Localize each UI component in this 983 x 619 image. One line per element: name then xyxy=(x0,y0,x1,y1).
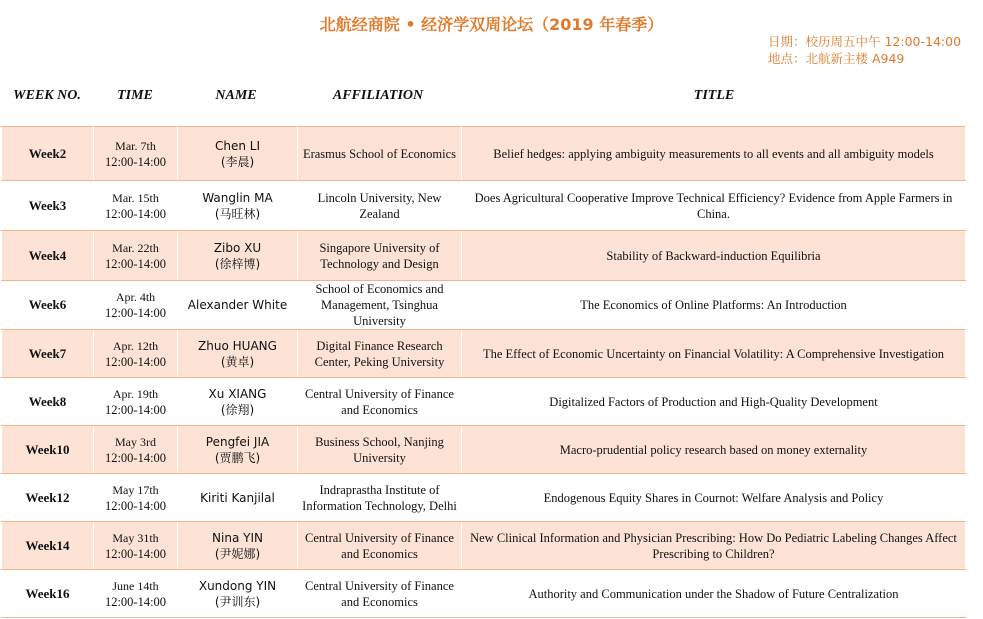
speaker-name-cn: (黄卓) xyxy=(220,354,255,369)
date-text: Apr. 4th xyxy=(115,290,156,304)
date-text: Apr. 19th xyxy=(112,386,159,401)
speaker-name-cn: (徐翔) xyxy=(220,402,255,417)
date-text: Mar. 15th xyxy=(112,190,159,205)
seminar-table xyxy=(1,126,966,618)
table-row xyxy=(2,281,966,330)
schedule-info xyxy=(768,33,961,67)
week-cell: Week10 xyxy=(2,426,94,474)
affiliation-cell: Singapore University of Technology and Design xyxy=(298,231,462,281)
time-cell xyxy=(94,426,178,474)
affiliation-cell: Business School, Nanjing University xyxy=(298,426,462,474)
table-row xyxy=(2,127,966,181)
time-text: 12:00-14:00 xyxy=(104,402,167,417)
title-cell: Digitalized Factors of Production and High-Quality Development xyxy=(462,378,966,426)
place-line: 地点：北航新主楼 A949 xyxy=(768,51,905,66)
title-cell: New Clinical Information and Physician Prescribing: How Do Pediatric Labeling Changes Affect Prescribing to Children? xyxy=(462,522,966,570)
name-cell xyxy=(178,231,298,281)
week-cell: Week7 xyxy=(2,330,94,378)
time-text: 12:00-14:00 xyxy=(104,256,167,271)
title-cell: The Effect of Economic Uncertainty on Financial Volatility: A Comprehensive Investigation xyxy=(462,330,966,378)
header-time: TIME xyxy=(117,88,153,103)
week-cell: Week8 xyxy=(2,378,94,426)
time-text: 12:00-14:00 xyxy=(104,306,167,320)
speaker-name: Wanglin MA xyxy=(202,190,273,205)
name-cell xyxy=(178,522,298,570)
week-cell: Week4 xyxy=(2,231,94,281)
time-cell xyxy=(94,181,178,231)
name-cell xyxy=(178,281,298,330)
speaker-name: Xu XIANG xyxy=(208,386,267,401)
speaker-name: Chen LI xyxy=(214,138,260,153)
table-row xyxy=(2,570,966,618)
name-cell xyxy=(178,330,298,378)
time-text: 12:00-14:00 xyxy=(104,206,167,221)
date-text: May 31th xyxy=(112,530,159,545)
table-row xyxy=(2,474,966,522)
page-title: 北航经商院 • 经济学双周论坛（2019 年春季） xyxy=(319,15,664,34)
name-cell xyxy=(178,127,298,181)
header-title: TITLE xyxy=(693,88,735,103)
seminar-rows xyxy=(2,127,966,618)
date-text: May 3rd xyxy=(115,434,156,449)
time-text: 12:00-14:00 xyxy=(104,154,167,169)
time-text: 12:00-14:00 xyxy=(104,450,167,465)
time-text: 12:00-14:00 xyxy=(104,594,167,609)
time-text: 12:00-14:00 xyxy=(104,546,167,561)
table-row xyxy=(2,522,966,570)
table-row xyxy=(2,181,966,231)
week-cell: Week14 xyxy=(2,522,94,570)
date-text: May 17th xyxy=(112,482,159,497)
week-cell: Week3 xyxy=(2,181,94,231)
header-week: WEEK NO. xyxy=(13,88,81,103)
date-text: Mar. 7th xyxy=(115,138,156,153)
week-cell: Week6 xyxy=(2,281,94,330)
date-text: Apr. 12th xyxy=(112,338,159,353)
time-cell xyxy=(94,330,178,378)
table-row xyxy=(2,378,966,426)
speaker-name: Pengfei JIA xyxy=(205,434,270,449)
time-cell xyxy=(94,281,178,330)
affiliation-cell: Indraprastha Institute of Information Technology, Delhi xyxy=(298,474,462,522)
table-row xyxy=(2,330,966,378)
table-row xyxy=(2,426,966,474)
title-cell: Endogenous Equity Shares in Cournot: Welfare Analysis and Policy xyxy=(462,474,966,522)
speaker-name: Kiriti Kanjilal xyxy=(200,490,275,505)
speaker-name: Zibo XU xyxy=(213,240,262,255)
speaker-name-cn: (马旺林) xyxy=(214,206,261,221)
name-cell xyxy=(178,181,298,231)
title-cell: The Economics of Online Platforms: An Introduction xyxy=(462,281,966,330)
title-cell: Macro-prudential policy research based on money externality xyxy=(462,426,966,474)
title-cell: Stability of Backward-induction Equilibria xyxy=(462,231,966,281)
time-cell xyxy=(94,127,178,181)
name-cell xyxy=(178,570,298,618)
title-cell: Authority and Communication under the Shadow of Future Centralization xyxy=(462,570,966,618)
speaker-name-cn: (尹训东) xyxy=(214,594,261,609)
week-cell: Week12 xyxy=(2,474,94,522)
speaker-name-cn: (贾鹏飞) xyxy=(214,450,261,465)
header-affiliation: AFFILIATION xyxy=(332,88,424,103)
speaker-name: Xundong YIN xyxy=(198,578,277,593)
affiliation-cell: Central University of Finance and Economics xyxy=(298,522,462,570)
date-text: Mar. 22th xyxy=(112,240,159,255)
name-cell xyxy=(178,378,298,426)
speaker-name: Alexander White xyxy=(187,298,288,312)
date-text: June 14th xyxy=(112,578,159,593)
time-cell xyxy=(94,474,178,522)
name-cell xyxy=(178,474,298,522)
speaker-name-cn: (李晨) xyxy=(220,154,255,169)
affiliation-cell: Central University of Finance and Economics xyxy=(298,570,462,618)
time-cell xyxy=(94,378,178,426)
week-cell: Week16 xyxy=(2,570,94,618)
time-cell xyxy=(94,522,178,570)
time-cell xyxy=(94,570,178,618)
date-line: 日期：校历周五中午 12:00-14:00 xyxy=(768,34,962,49)
time-text: 12:00-14:00 xyxy=(104,354,167,369)
speaker-name: Nina YIN xyxy=(212,530,263,545)
table-row xyxy=(2,231,966,281)
affiliation-cell: Digital Finance Research Center, Peking University xyxy=(298,330,462,378)
week-cell: Week2 xyxy=(2,127,94,181)
speaker-name-cn: (徐梓博) xyxy=(214,256,261,271)
affiliation-cell: Central University of Finance and Economics xyxy=(298,378,462,426)
speaker-name-cn: (尹妮娜) xyxy=(214,546,261,561)
header-name: NAME xyxy=(215,88,257,103)
speaker-name: Zhuo HUANG xyxy=(198,338,277,353)
time-text: 12:00-14:00 xyxy=(104,498,167,513)
title-cell: Belief hedges: applying ambiguity measurements to all events and all ambiguity models xyxy=(462,127,966,181)
affiliation-cell: Lincoln University, New Zealand xyxy=(298,181,462,231)
time-cell xyxy=(94,231,178,281)
title-cell: Does Agricultural Cooperative Improve Technical Efficiency? Evidence from Apple Farmers in China. xyxy=(462,181,966,231)
affiliation-cell: School of Economics and Management, Tsinghua University xyxy=(298,281,462,330)
name-cell xyxy=(178,426,298,474)
column-headers xyxy=(0,88,983,106)
affiliation-cell: Erasmus School of Economics xyxy=(298,127,462,181)
